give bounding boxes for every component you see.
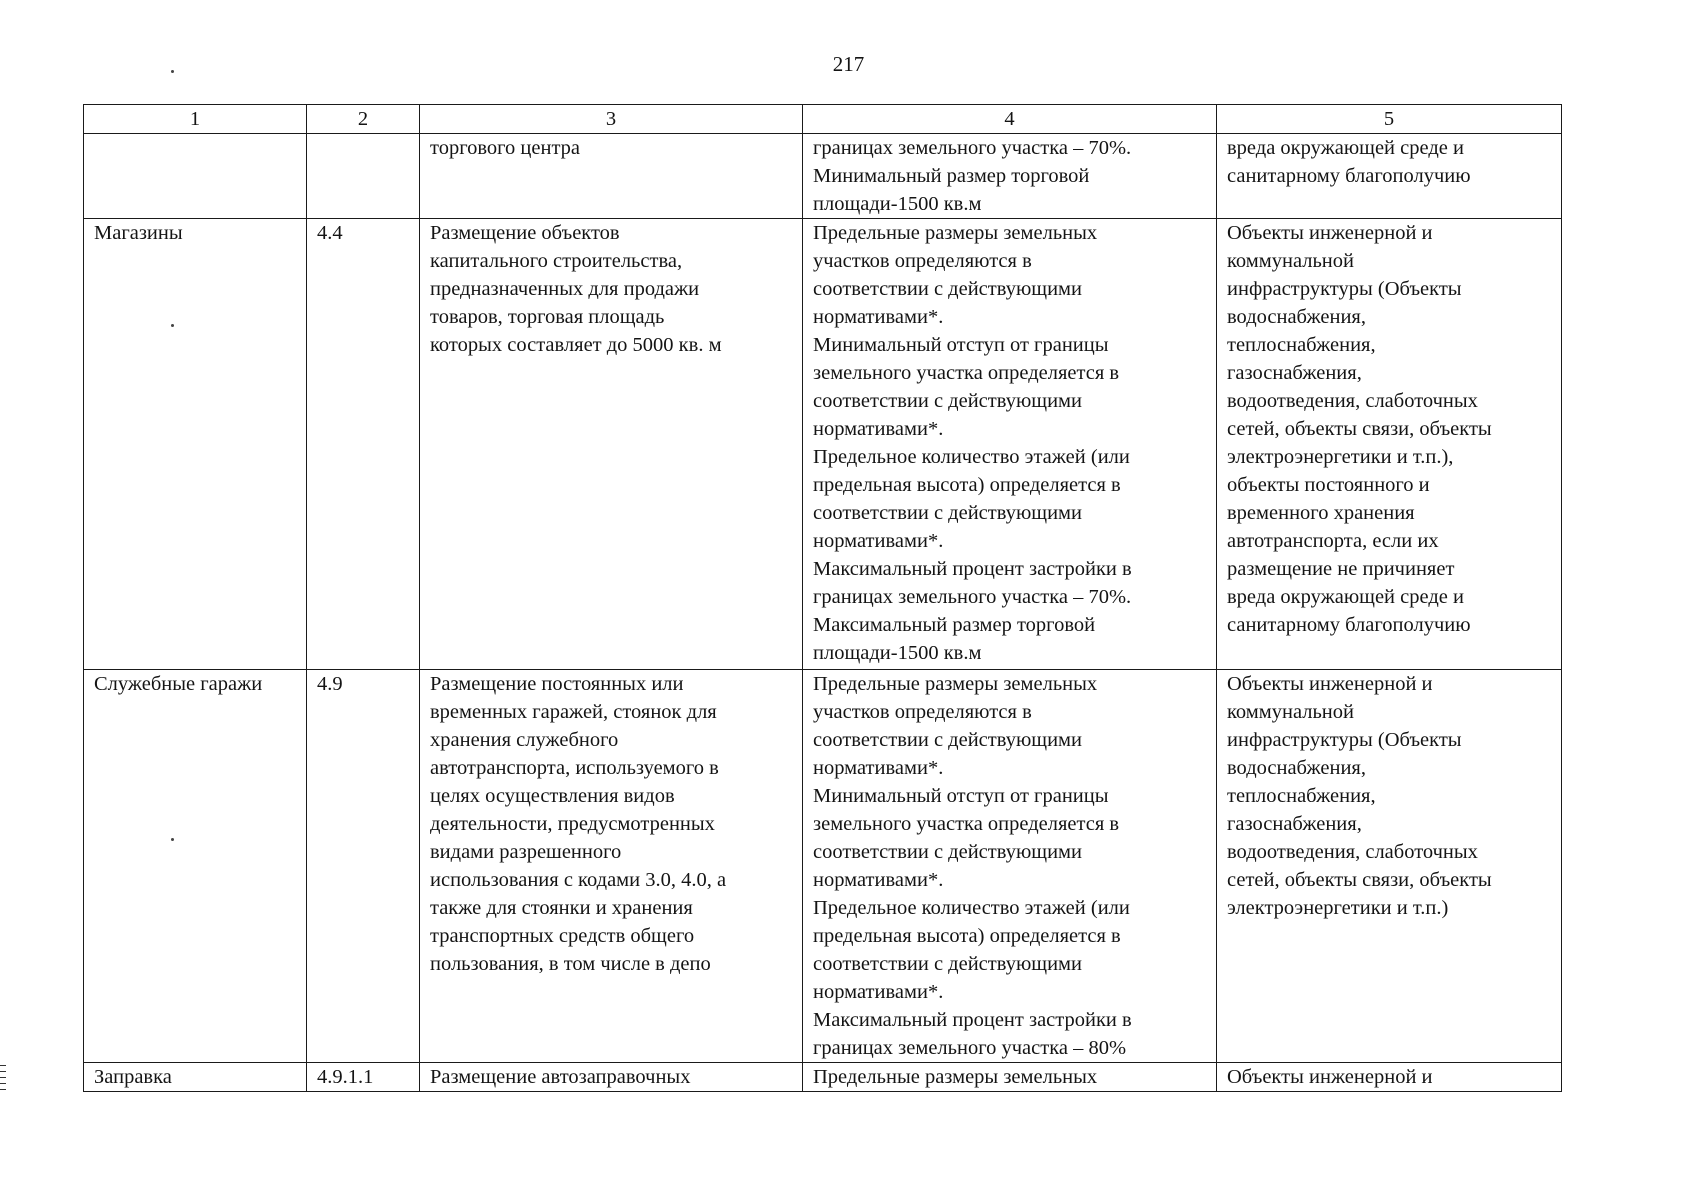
use-restrictions: Объекты инженерной и xyxy=(1227,1066,1433,1088)
use-description: торгового центра xyxy=(430,137,580,159)
use-restrictions: Объекты инженерной и коммунальной инфраструктуры (Объекты водоснабжения, теплоснабжения, газоснабжения, водоотведения, слаботочных сетей, объекты связи, объекты электроэнергетики и т.п.) xyxy=(1227,673,1492,919)
column-number-4: 4 xyxy=(803,105,1217,134)
table-row-shops xyxy=(84,219,1562,670)
use-name-cell xyxy=(84,134,307,219)
use-name-cell xyxy=(84,219,307,670)
use-restrictions-cell xyxy=(1217,670,1562,1063)
column-number-3: 3 xyxy=(420,105,803,134)
use-name-cell xyxy=(84,1063,307,1092)
use-parameters-cell xyxy=(803,219,1217,670)
use-code-cell xyxy=(307,670,420,1063)
use-parameters-cell xyxy=(803,670,1217,1063)
use-description: Размещение объектов капитального строительства, предназначенных для продажи товаров, торговая площадь которых составляет до 5000 кв. м xyxy=(430,222,722,356)
use-description-cell xyxy=(420,219,803,670)
use-code: 4.4 xyxy=(317,222,343,244)
use-name: Магазины xyxy=(94,222,183,244)
use-name: Служебные гаражи xyxy=(94,673,263,695)
table-row-continuation xyxy=(84,134,1562,219)
column-number-2: 2 xyxy=(307,105,420,134)
use-parameters-cell xyxy=(803,134,1217,219)
page-number: 217 xyxy=(832,52,865,76)
use-restrictions-cell xyxy=(1217,1063,1562,1092)
table-row-service-garages xyxy=(84,670,1562,1063)
use-description: Размещение постоянных или временных гаражей, стоянок для хранения служебного автотранспорта, используемого в целях осуществления видов деятельности, предусмотренных видами разрешенного использования с кодами 3.0, 4.0, а также для стоянки и хранения транспортных средств общего пользования, в том числе в депо xyxy=(430,673,727,975)
use-code-cell xyxy=(307,134,420,219)
zoning-regulations-table xyxy=(83,104,1562,1092)
use-parameters: Предельные размеры земельных xyxy=(813,1066,1098,1088)
column-number-row xyxy=(84,105,1562,134)
use-parameters: Предельные размеры земельных участков определяются в соответствии с действующими нормативами*. Минимальный отступ от границы земельного участка определяется в соответствии с действующими нормативами*. Предельное количество этажей (или предельная высота) определяется в соответствии с действующими нормативами*. Максимальный процент застройки в границах земельного участка – 70%. Максимальный размер торговой площади-1500 кв.м xyxy=(813,222,1132,664)
use-description-cell xyxy=(420,1063,803,1092)
column-number-1: 1 xyxy=(84,105,307,134)
use-name-cell xyxy=(84,670,307,1063)
use-restrictions: Объекты инженерной и коммунальной инфраструктуры (Объекты водоснабжения, теплоснабжения, газоснабжения, водоотведения, слаботочных сетей, объекты связи, объекты электроэнергетики и т.п.), объекты постоянного и временного хранения автотранспорта, если их размещение не причиняет вреда окружающей среде и санитарному благополучию xyxy=(1227,222,1492,636)
use-code-cell xyxy=(307,1063,420,1092)
scan-speck xyxy=(171,70,174,73)
use-description: Размещение автозаправочных xyxy=(430,1066,691,1088)
use-parameters: Предельные размеры земельных участков определяются в соответствии с действующими нормативами*. Минимальный отступ от границы земельного участка определяется в соответствии с действующими нормативами*. Предельное количество этажей (или предельная высота) определяется в соответствии с действующими нормативами*. Максимальный процент застройки в границах земельного участка – 80% xyxy=(813,673,1132,1059)
use-description-cell xyxy=(420,134,803,219)
use-parameters-cell xyxy=(803,1063,1217,1092)
use-restrictions: вреда окружающей среде и санитарному благополучию xyxy=(1227,137,1471,187)
use-restrictions-cell xyxy=(1217,134,1562,219)
use-restrictions-cell xyxy=(1217,219,1562,670)
use-description-cell xyxy=(420,670,803,1063)
scan-edge-marks xyxy=(0,1065,6,1095)
table-row-fuel-station xyxy=(84,1063,1562,1092)
use-code: 4.9 xyxy=(317,673,343,695)
use-parameters: границах земельного участка – 70%. Минимальный размер торговой площади-1500 кв.м xyxy=(813,137,1132,215)
use-name: Заправка xyxy=(94,1066,172,1088)
use-code: 4.9.1.1 xyxy=(317,1066,374,1088)
use-code-cell xyxy=(307,219,420,670)
column-number-5: 5 xyxy=(1217,105,1562,134)
